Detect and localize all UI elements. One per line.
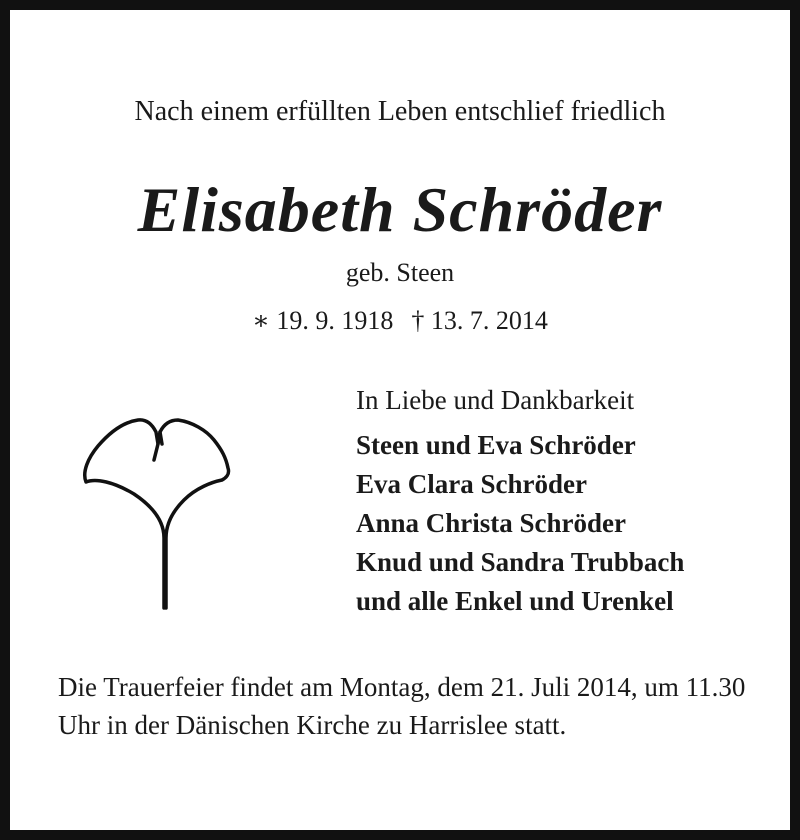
thanks-line: In Liebe und Dankbarkeit [356, 385, 635, 415]
list-item: und alle Enkel und Urenkel [356, 586, 674, 616]
deceased-name: Elisabeth Schröder [137, 174, 663, 245]
death-date: † 13. 7. 2014 [411, 306, 548, 335]
ginkgo-leaf-icon [74, 408, 244, 614]
intro-line: Nach einem erfüllten Leben entschlief friedlich [134, 96, 666, 127]
ceremony-info: Die Trauerfeier findet am Montag, dem 21. Juli 2014, um 11.30 Uhr in der Dänischen Kirche zu Harrislee statt. [58, 672, 746, 740]
list-item: Anna Christa Schröder [356, 508, 627, 538]
list-item: Knud und Sandra Trubbach [356, 547, 685, 577]
birth-date: ∗ 19. 9. 1918 [252, 306, 394, 335]
list-item: Steen und Eva Schröder [356, 430, 636, 460]
family-list [356, 426, 684, 621]
life-dates [10, 304, 790, 338]
maiden-name: geb. Steen [345, 258, 455, 287]
list-item: Eva Clara Schröder [356, 469, 587, 499]
